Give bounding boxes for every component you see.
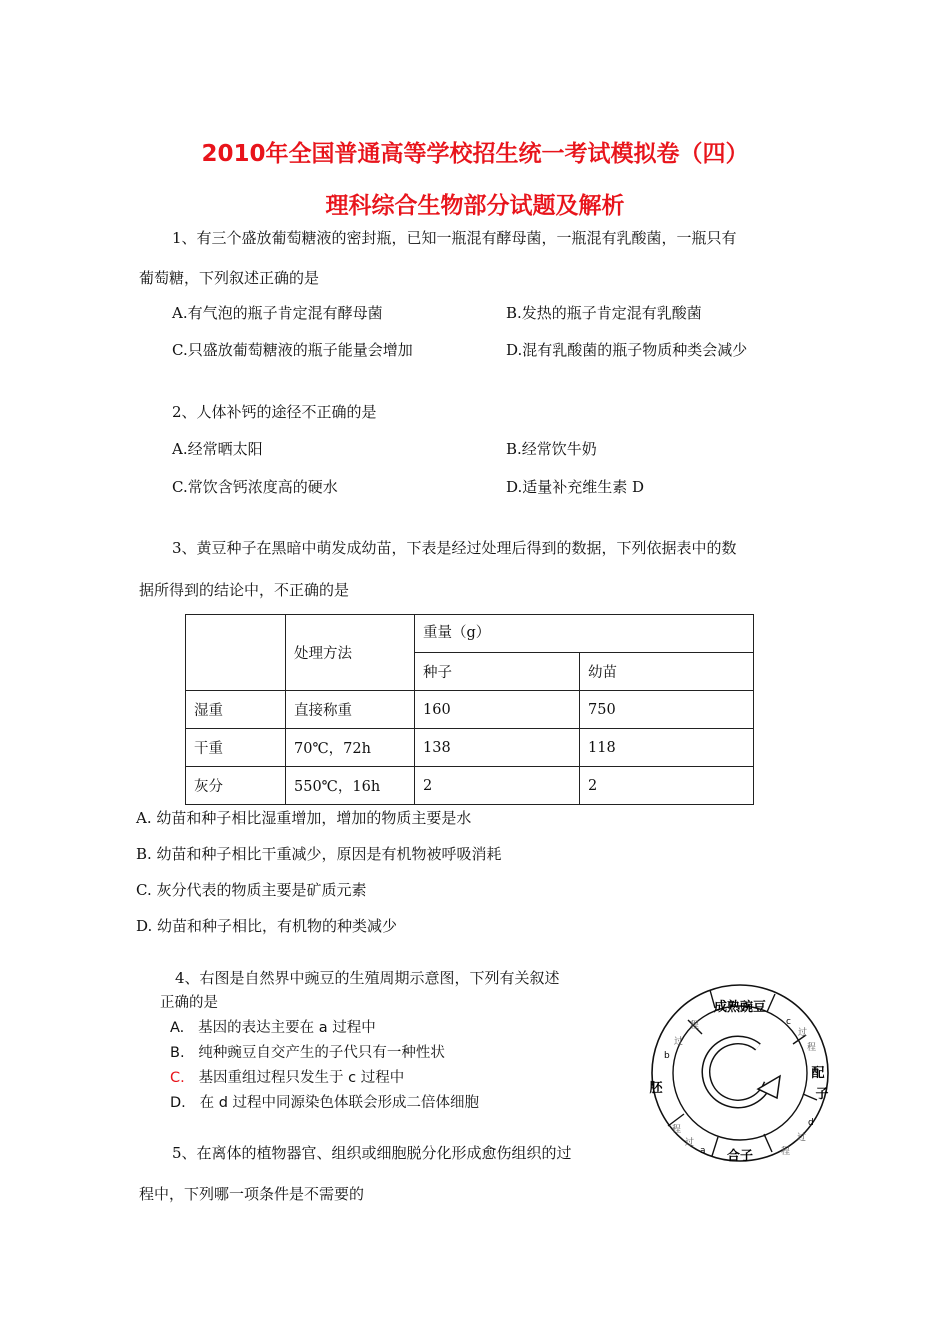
q4-stem-line1: 4、右图是自然界中豌豆的生殖周期示意图，下列有关叙述 (175, 969, 560, 987)
q2-stem: 2、人体补钙的途径不正确的是 (172, 403, 377, 421)
row-name: 干重 (186, 729, 286, 767)
process-label-b-cheng: 程 (690, 1021, 700, 1031)
table-row (186, 691, 754, 729)
q4-option-c-text: 基因重组过程只发生于 c 过程中 (198, 1070, 405, 1086)
table-corner-cell (186, 615, 286, 691)
q3-stem-line1: 3、黄豆种子在黑暗中萌发成幼苗，下表是经过处理后得到的数据，下列依据表中的数 (172, 539, 737, 557)
cycle-arrow-inner (706, 1040, 768, 1104)
process-letter-a: a (700, 1146, 706, 1156)
q4-option-a-letter: A. (170, 1020, 185, 1036)
q2-option-d: D.适量补充维生素 D (506, 478, 645, 496)
row-seed: 138 (415, 729, 580, 767)
q1-option-c: C.只盛放葡萄糖液的瓶子能量会增加 (172, 341, 413, 359)
row-method: 70℃，72h (286, 729, 415, 767)
q1-option-a: A.有气泡的瓶子肯定混有酵母菌 (172, 304, 383, 322)
q4-option-b (170, 1043, 445, 1063)
row-method: 550℃，16h (286, 767, 415, 805)
table-header-seed: 种子 (415, 653, 580, 691)
q4-option-d-letter: D. (170, 1095, 186, 1111)
page-subtitle: 理科综合生物部分试题及解析 (325, 193, 625, 219)
q3-data-table (185, 614, 754, 805)
q1-option-d: D.混有乳酸菌的瓶子物质种类会减少 (506, 341, 748, 359)
process-label-d-guo: 过 (797, 1133, 807, 1143)
q5-stem-line2: 程中，下列哪一项条件是不需要的 (139, 1185, 365, 1203)
q3-option-b: B. 幼苗和种子相比干重减少，原因是有机物被呼吸消耗 (136, 845, 502, 863)
row-method: 直接称重 (286, 691, 415, 729)
process-label-a-cheng: 程 (672, 1125, 682, 1135)
q4-option-a (170, 1018, 376, 1038)
row-name: 湿重 (186, 691, 286, 729)
row-seed: 160 (415, 691, 580, 729)
table-row (186, 729, 754, 767)
q2-option-c: C.常饮含钙浓度高的硬水 (172, 478, 338, 496)
stage-gamete-2: 子 (815, 1087, 829, 1102)
table-header-method: 处理方法 (286, 615, 415, 691)
q2-option-b: B.经常饮牛奶 (506, 440, 597, 458)
table-row (186, 767, 754, 805)
row-seed: 2 (415, 767, 580, 805)
q3-option-d: D. 幼苗和种子相比，有机物的种类减少 (136, 917, 398, 935)
q3-option-c: C. 灰分代表的物质主要是矿质元素 (136, 881, 367, 899)
process-letter-c: c (786, 1017, 791, 1027)
stage-mature-pea: 成熟豌豆 (713, 1000, 767, 1015)
q1-stem-line1: 1、有三个盛放葡萄糖液的密封瓶，已知一瓶混有酵母菌，一瓶混有乳酸菌，一瓶只有 (172, 229, 737, 247)
q3-stem-line2: 据所得到的结论中，不正确的是 (139, 581, 350, 599)
page-title: 2010年全国普通高等学校招生统一考试模拟卷（四） (201, 141, 749, 167)
q4-option-b-letter: B. (170, 1045, 185, 1061)
row-seedling: 750 (580, 691, 754, 729)
process-letter-d: d (808, 1118, 814, 1128)
process-label-c-guo: 过 (798, 1028, 808, 1038)
row-name: 灰分 (186, 767, 286, 805)
q4-option-c (170, 1068, 404, 1088)
q4-option-d (170, 1093, 479, 1113)
q1-stem-line2: 葡萄糖，下列叙述正确的是 (139, 269, 320, 287)
q5-stem-line1: 5、在离体的植物器官、组织或细胞脱分化形成愈伤组织的过 (172, 1144, 572, 1162)
stage-embryo: 胚 (649, 1081, 663, 1096)
q4-option-d-text: 在 d 过程中同源染色体联会形成二倍体细胞 (199, 1095, 480, 1111)
stage-zygote: 合子 (726, 1149, 754, 1164)
q2-option-a: A.经常晒太阳 (172, 440, 263, 458)
row-seedling: 118 (580, 729, 754, 767)
process-label-c-cheng: 程 (807, 1043, 817, 1053)
row-seedling: 2 (580, 767, 754, 805)
process-label-d-cheng: 程 (781, 1147, 791, 1157)
table-header-seedling: 幼苗 (580, 653, 754, 691)
q1-option-b: B.发热的瓶子肯定混有乳酸菌 (506, 304, 702, 322)
process-label-a-guo: 过 (685, 1138, 695, 1148)
pea-life-cycle-diagram (640, 980, 840, 1165)
table-header-weight: 重量（g） (415, 615, 754, 653)
q3-option-a: A. 幼苗和种子相比湿重增加，增加的物质主要是水 (136, 809, 472, 827)
process-label-b-guo: 过 (674, 1037, 684, 1047)
process-letter-b: b (664, 1051, 670, 1061)
q4-stem-line2: 正确的是 (160, 995, 218, 1011)
q4-option-b-text: 纯种豌豆自交产生的子代只有一种性状 (198, 1045, 445, 1061)
stage-gamete-1: 配 (811, 1066, 825, 1081)
q4-option-c-letter: C. (170, 1070, 185, 1086)
q4-option-a-text: 基因的表达主要在 a 过程中 (198, 1020, 376, 1036)
